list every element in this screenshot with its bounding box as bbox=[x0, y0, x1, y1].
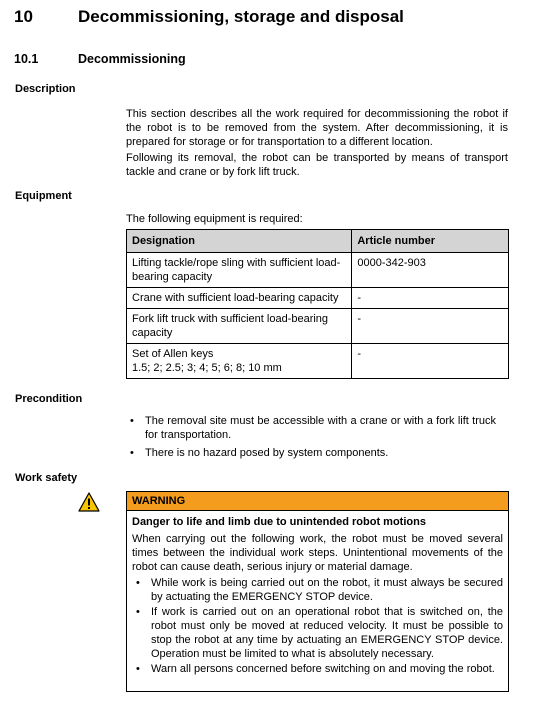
work-safety-heading: Work safety bbox=[15, 472, 78, 484]
chapter-title: Decommissioning, storage and disposal bbox=[78, 7, 404, 26]
equipment-table bbox=[126, 229, 509, 379]
warning-triangle-icon bbox=[78, 492, 100, 512]
chapter-number: 10 bbox=[14, 7, 33, 26]
warning-title: Danger to life and limb due to unintended robot motions bbox=[132, 516, 426, 528]
list-item: • Warn all persons concerned before switching on and moving the robot. bbox=[132, 662, 503, 676]
section-number: 10.1 bbox=[14, 52, 39, 66]
table-header-row bbox=[127, 230, 509, 253]
description-heading: Description bbox=[15, 83, 76, 95]
table-row bbox=[127, 288, 509, 309]
designation-cell: Fork lift truck with sufficient load-bearing capacity bbox=[127, 309, 352, 344]
equipment-intro: The following equipment is required: bbox=[126, 213, 303, 225]
list-item: • There is no hazard posed by system components. bbox=[126, 446, 496, 460]
designation-cell: Crane with sufficient load-bearing capacity bbox=[127, 288, 352, 309]
warning-label: WARNING bbox=[127, 492, 508, 511]
warning-list bbox=[132, 576, 503, 676]
table-row bbox=[127, 253, 509, 288]
table-row bbox=[127, 344, 509, 379]
description-paragraph-2: Following its removal, the robot can be transported by means of transport tackle and crane or by fork lift truck. bbox=[126, 152, 508, 178]
precondition-heading: Precondition bbox=[15, 393, 83, 405]
list-item: • If work is carried out on an operational robot that is switched on, the robot must only be moved at reduced velocity. It must be possible to stop the robot at any time by actuating an EMERGENCY STOP device. Operation must be limited to what is absolutely necessary. bbox=[132, 605, 503, 661]
description-paragraph-1: This section describes all the work required for decommissioning the robot if the robot is to be removed from the system. After decommissioning, it is prepared for storage or for transportation to a different location. bbox=[126, 108, 508, 148]
article-number-cell: - bbox=[352, 288, 509, 309]
equipment-heading: Equipment bbox=[15, 190, 72, 202]
designation-cell bbox=[127, 344, 352, 379]
column-header-designation: Designation bbox=[127, 230, 352, 253]
article-number-cell: 0000-342-903 bbox=[352, 253, 509, 288]
designation-cell: Lifting tackle/rope sling with sufficient load-bearing capacity bbox=[127, 253, 352, 288]
designation-sizes: 1.5; 2; 2.5; 3; 4; 5; 6; 8; 10 mm bbox=[132, 362, 282, 374]
list-item: • The removal site must be accessible with a crane or with a fork lift truck for transportation. bbox=[126, 414, 496, 442]
article-number-cell: - bbox=[352, 344, 509, 379]
article-number-cell: - bbox=[352, 309, 509, 344]
column-header-article-number: Article number bbox=[352, 230, 509, 253]
precondition-list bbox=[126, 414, 496, 464]
list-item: • While work is being carried out on the robot, it must always be secured by actuating the EMERGENCY STOP device. bbox=[132, 576, 503, 604]
section-title: Decommissioning bbox=[78, 52, 186, 66]
warning-text: When carrying out the following work, the robot must be moved several times between the individual work steps. Unintentional movements of the robot can cause death, serious injury or material damage. bbox=[132, 533, 503, 573]
table-row bbox=[127, 309, 509, 344]
warning-box bbox=[126, 491, 509, 692]
designation-line: Set of Allen keys bbox=[132, 348, 214, 360]
